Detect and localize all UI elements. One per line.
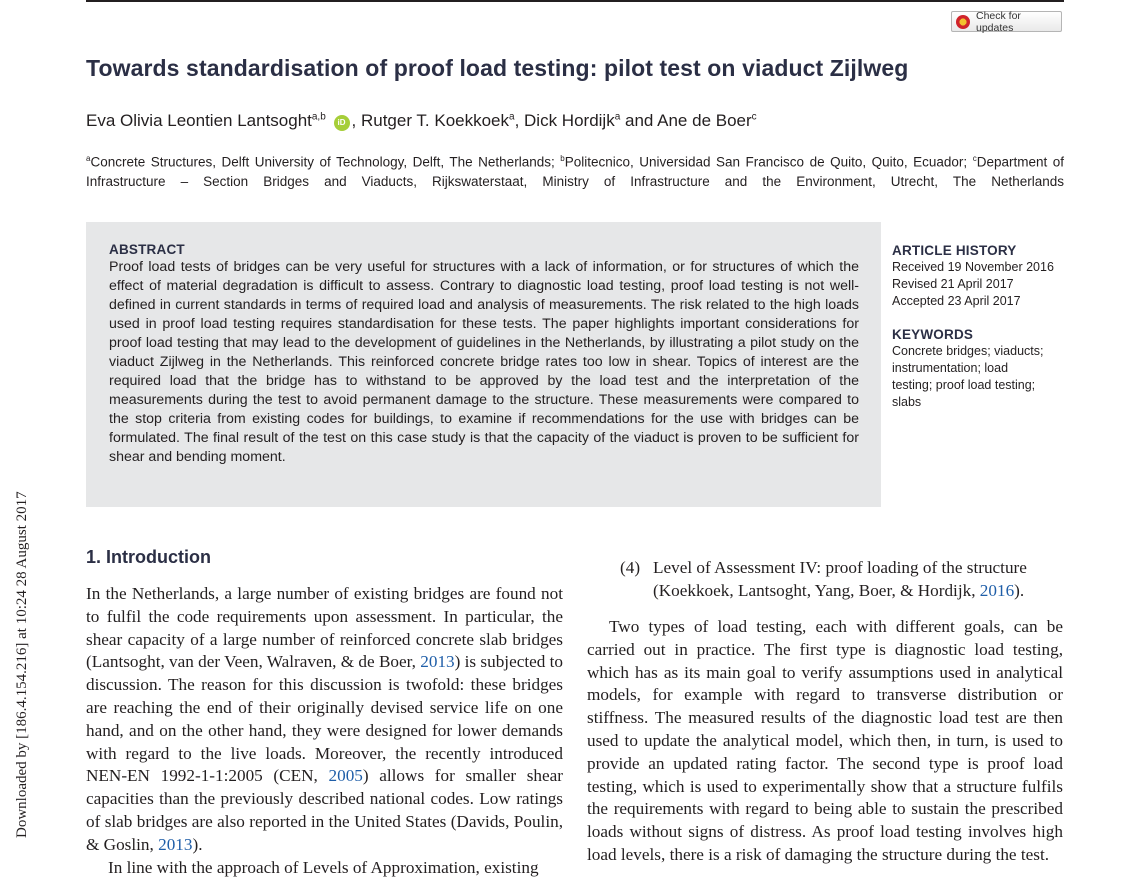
list-text: Level of Assessment IV: proof loading of the structure [653,558,1027,577]
assessment-level-item [620,557,1065,603]
affil-c-marker: c [972,154,977,163]
citation-link[interactable]: 2016 [979,580,1015,600]
list-text: (Koekkoek, Lantsoght, Yang, Boer, & Hordijk, [653,580,980,600]
intro-text: ) allows for smaller shear capacities than the previously described national codes. Low ratings of slab bridges are also reported in the United States (Davids, Poulin, & Goslin, [86,766,563,854]
author-koekkoek-affil: a [509,111,515,123]
citation-link[interactable]: 2013 [158,834,193,854]
citation-link[interactable]: 2013 [420,652,455,672]
keywords-line: testing; proof load testing; [892,378,1036,392]
affil-b: Politecnico, Universidad San Francisco de Quito, Quito, Ecuador; [564,154,973,170]
keywords-heading: KEYWORDS [892,327,974,342]
author-hordijk: , Dick Hordijk [514,111,615,130]
author-deboer-affil: c [751,111,757,123]
crossmark-icon [956,15,970,29]
abstract-text: Proof load tests of bridges can be very useful for structures with a lack of information, or for structures of which the effect of material degradation is difficult to assess. Contrary to diagnostic load testing, proof load testing is not well-defined in current standards in terms of required load and analysis of measurements. The risk related to the high loads used in proof load testing requires standardisation for these tests. The paper highlights important considerations for proof load testing that may lead to the development of guidelines in the Netherlands, by illustrating a pilot study on the viaduct Zijlweg in the Netherlands. This reinforced concrete bridge rates too low in shear. Topics of interest are the required load that the bridge has to withstand to be approved by the load test and the interpretation of the measurements during the test to avoid permanent damage to the structure. These measurements were compared to the stop criteria from existing codes for buildings, to examine if recommendations for the use with bridges can be formulated. The final result of the test on this case study is that the capacity of the viaduct is proven to be sufficient for shear and bending moment. [109,259,859,465]
keywords-line: Concrete bridges; viaducts; [892,344,1044,358]
accepted-date: Accepted 23 April 2017 [892,294,1021,308]
author-hordijk-affil: a [614,111,621,123]
list-number: (4) [620,558,641,577]
article-sidebar [892,242,1067,411]
citation-link[interactable]: 2005 [328,766,363,786]
affiliations [86,149,1064,191]
article-history-heading: ARTICLE HISTORY [892,243,1017,258]
abstract-box [86,222,881,507]
author-lantsoght-affil: a,b [311,111,326,123]
affil-c: Department of Infrastructure – Section Bridges and Viaducts, Rijkswaterstaat, Ministry of Infrastructure and the Environment, Utrecht, The Netherlands [86,154,1065,189]
intro-paragraph-3: Two types of load testing, each with different goals, can be carried out in practice. The first type is diagnostic load testing, which has as its main goal to verify assumptions used in analytical models, for example with regard to transverse distribution or stiffness. The measured results of the diagnostic load test are then used to update the analytical model, which then, in turn, is used to provide an updated rating factor. The second type is proof load testing, which is used to experimentally show that a structure fulfils the requirements with regard to being able to sustain the prescribed loads without signs of distress. As proof load testing involves high load levels, there is a risk of damaging the structure during the test. [587,617,1063,864]
introduction-heading: 1. Introduction [86,547,211,567]
received-date: Received 19 November 2016 [892,260,1054,274]
keywords-line: slabs [892,395,922,409]
intro-text: ). [192,834,203,854]
author-deboer: and Ane de Boer [620,111,752,130]
abstract-heading: ABSTRACT [109,242,185,257]
intro-paragraph-1 [86,583,563,879]
list-continuation [620,580,1065,603]
author-list [86,111,757,131]
affil-a: Concrete Structures, Delft University of Technology, Delft, The Netherlands; [90,154,561,170]
affil-b-marker: b [560,154,565,163]
download-watermark: Downloaded by [186.4.154.216] at 10:24 28 August 2017 [14,491,30,838]
intro-text: In the Netherlands, a large number of existing bridges are found not to fulfil the code requirements upon assessment. In particular, the shear capacity of a large number of reinforced concrete slab bridges (Lantsoght, van der Veen, Walraven, & de Boer, [86,584,563,672]
article-title: Towards standardisation of proof load testing: pilot test on viaduct Zijlweg [86,55,909,81]
check-for-updates-label: Check for updates [976,9,1021,34]
intro-text: ) is subjected to discussion. The reason for this discussion is twofold: these bridges are reaching the end of their originally devised service life on one hand, and on the other hand, they were designed for lower demands with regard to the live loads. Moreover, the recently introduced NEN-EN 1992-1-1:2005 (CEN, [86,652,563,786]
author-lantsoght: Eva Olivia Leontien Lantsoght [86,111,312,130]
intro-paragraph-2: In line with the approach of Levels of Approximation, existing [108,857,539,877]
keywords-line: instrumentation; load [892,361,1009,375]
author-koekkoek: , Rutger T. Koekkoek [351,111,510,130]
top-rule [86,0,1064,2]
list-text: ). [1014,580,1025,600]
affil-a-marker: a [86,154,91,163]
revised-date: Revised 21 April 2017 [892,277,1014,291]
check-for-updates-button[interactable] [951,11,1062,32]
orcid-icon[interactable]: iD [334,115,350,131]
